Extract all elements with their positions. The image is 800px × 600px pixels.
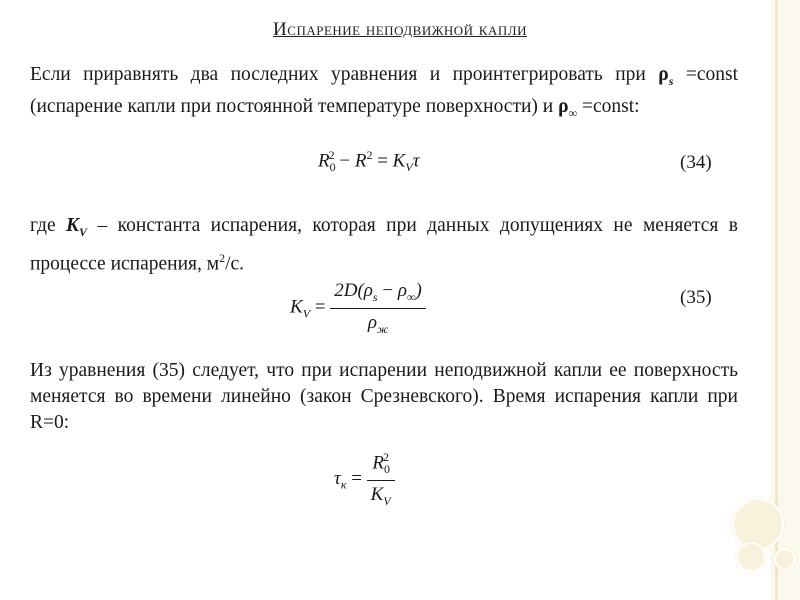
fraction-35: $\frac{2D(\rho_s - \rho_\infty)}{\rho_ж}$ <box>330 280 426 337</box>
decorative-circle-large <box>732 498 784 550</box>
paragraph-sreznevsky-law: Из уравнения (35) следует, что при испарении неподвижной капли ее поверхность меняется во времени линейно (закон Срезневского). Время испарения капли при R=0: <box>30 360 738 433</box>
equation-evaporation-time: $\tau_к$ = $\frac{R_0^2}{K_V}$ <box>334 450 395 509</box>
rho-inf-symbol: $\rho_\infty$ <box>558 95 578 120</box>
equation-35: $K_V$ = $\frac{2D(\rho_s - \rho_\infty)}{\rho_ж}$ <box>290 280 426 337</box>
decorative-circle-small <box>774 548 796 570</box>
paragraph-kv-definition: где $K_V$ – константа испарения, которая при данных допущениях не меняется в процессе испарения, $м^2/с$. <box>30 215 739 275</box>
equation-number-34: (34) <box>680 152 712 173</box>
equation-34: $R_0^2 - R^2 = K_V\tau$ <box>318 148 420 175</box>
equation-number-35: (35) <box>680 287 712 308</box>
rho-s-symbol: $\rho_s$ <box>658 64 674 88</box>
slide-title: Испарение неподвижной капли <box>273 19 527 40</box>
kv-symbol: $K_V$ <box>66 215 88 239</box>
decorative-circle-medium <box>736 542 766 572</box>
fraction-tk: $\frac{R_0^2}{K_V}$ <box>367 450 395 509</box>
paragraph-intro: Если приравнять два последних уравнения и проинтегрировать при $\rho_s$ =const (испарение капли при постоянной температуре поверхности) и $\rho_\infty$ =const: <box>30 64 738 120</box>
